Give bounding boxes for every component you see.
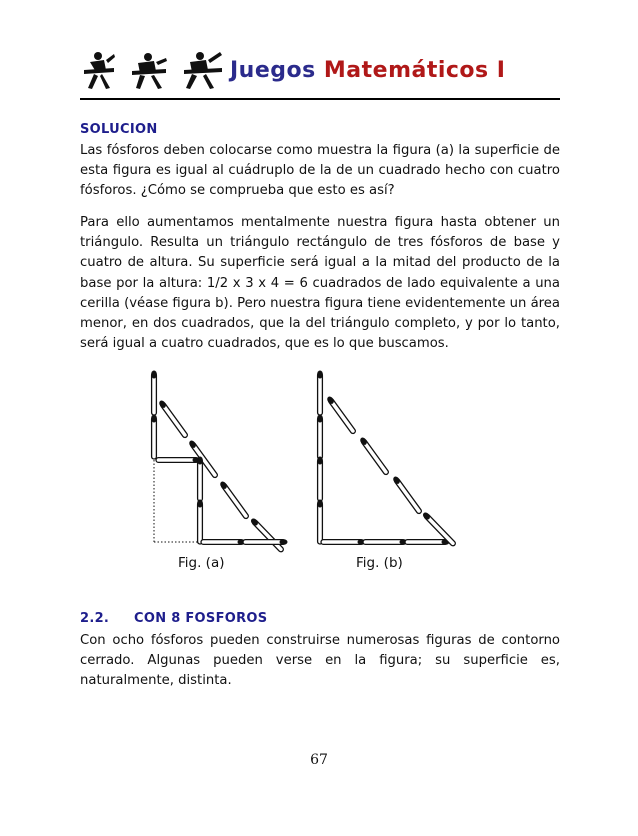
solution-heading: SOLUCION [80, 122, 158, 137]
solution-paragraph-2: Para ello aumentamos mentalmente nuestra figura hasta obtener un triángulo. Resulta un triángulo rectángulo de tres fósforos de base y cuatro de altura. Su superficie será igual a la mitad del producto de la base por la altura: 1/2 x 3 x 4 = 6 cuadrados de lado equivalente a una cerilla (véase figura b). Pero nuestra figura tiene evidentemente un área menor, en dos cuadrados, que la del triángulo completo, y por lo tanto, será igual a cuatro cuadrados, que es lo que buscamos. [80, 215, 560, 352]
page-header [80, 48, 560, 96]
figure-a [151, 371, 287, 554]
matchstick-figures [130, 360, 500, 575]
header-title: Juegos Matemáticos I [230, 58, 506, 83]
matchstick-diagram [130, 360, 500, 575]
figure-b [317, 371, 457, 548]
figure-b-caption: Fig. (b) [356, 555, 403, 571]
page-number: 67 [310, 752, 328, 768]
section-paragraph: Con ocho fósforos pueden construirse numerosas figuras de contorno cerrado. Algunas pueden verse en la figura; su superficie es, naturalmente, distinta. [80, 633, 560, 689]
section-title: CON 8 FOSFOROS [134, 611, 268, 626]
header-divider [80, 98, 560, 100]
figure-a-caption: Fig. (a) [178, 555, 225, 571]
section-number: 2.2. [80, 611, 110, 626]
chess-players-logo-icon [80, 48, 230, 92]
solution-paragraph-1: Las fósforos deben colocarse como muestra la figura (a) la superficie de esta figura es igual al cuádruplo de la de un cuadrado hecho con cuatro fósforos. ¿Cómo se comprueba que esto es así? [80, 143, 560, 199]
